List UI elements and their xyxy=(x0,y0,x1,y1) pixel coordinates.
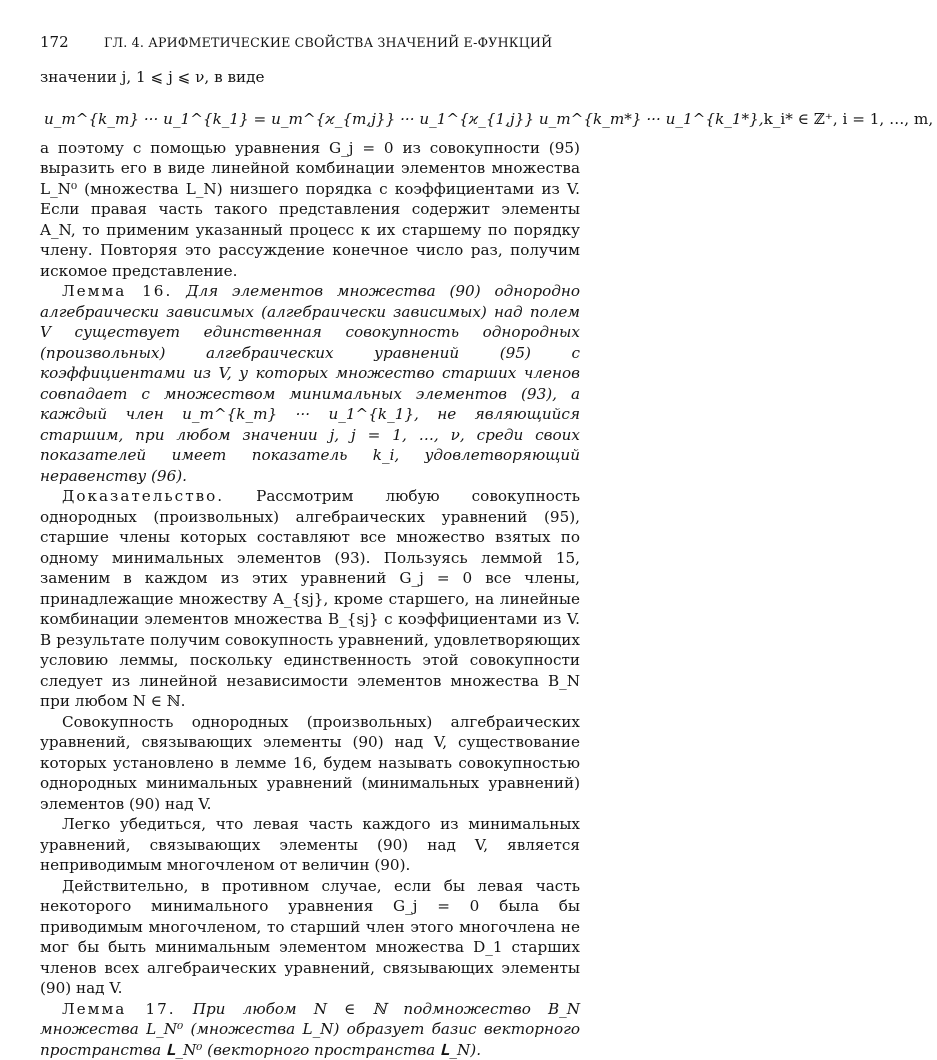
lemma-17-label: Лемма 17. xyxy=(62,1000,176,1018)
proof-label: Доказательство. xyxy=(62,487,224,505)
page-header xyxy=(40,33,580,53)
display-equation xyxy=(44,98,580,128)
equation-rhs: k_i* ∈ ℤ⁺, i = 1, …, m, xyxy=(764,110,937,128)
page-number: 172 xyxy=(40,33,104,51)
paragraph-irreducible: Легко убедиться, что левая часть каждого из минимальных уравнений, связывающих элементы (90) над V, является неприводимым многочленом от величин (90). xyxy=(40,814,580,876)
lemma-16-text: Для элементов множества (90) однородно алгебраически зависимых (алгебраически зависимых) над полем V существует единственная совокупность однородных (произвольных) алгебраических уравнений (95) с коэффициентами из V, у которых множество старших членов совпадает с множеством минимальных элементов (93), а каждый член u_m^{k_m} ··· u_1^{k_1}, не являющийся старшим, при любом значении j, j = 1, …, ν, среди своих показателей имеет показатель k_i, удовлетворяющий неравенству (96). xyxy=(40,282,580,485)
lemma-17 xyxy=(40,999,580,1060)
lemma-16 xyxy=(40,281,580,486)
paragraph-definition: Совокупность однородных (произвольных) алгебраических уравнений, связывающих элементы (90) над V, существование которых установлено в лемме 16, будем называть совокупностью однородных минимальных уравнений (минимальных уравнений) элементов (90) над V. xyxy=(40,712,580,815)
paragraph-argument: Действительно, в противном случае, если бы левая часть некоторого минимального уравнения G_j = 0 была бы приводимым многочленом, то старший член этого многочлена не мог бы быть минимальным элементом множества D_1 старших членов всех алгебраических уравнений, связывающих элементы (90) над V. xyxy=(40,876,580,999)
equation-lhs: u_m^{k_m} ··· u_1^{k_1} = u_m^{ϰ_{m,j}} ··· u_1^{ϰ_{1,j}} u_m^{k_m*} ··· u_1^{k_1*}, xyxy=(44,110,764,128)
intro-line: значении j, 1 ⩽ j ⩽ ν, в виде xyxy=(40,67,580,88)
proof-text: Рассмотрим любую совокупность однородных (произвольных) алгебраических уравнений (95), старшие члены которых составляют все множество взятых по одному минимальных элементов (93). Пользуясь леммой 15, заменим в каждом из этих уравнений G_j = 0 все члены, принадлежащие множеству A_{sj}, кроме старшего, на линейные комбинации элементов множества B_{sj} с коэффициентами из V. В результате получим совокупность уравнений, удовлетворяющих условию леммы, поскольку единственность этой совокупности следует из линейной независимости элементов множества B_N при любом N ∈ ℕ. xyxy=(40,487,580,710)
lemma-17-text: При любом N ∈ ℕ подмножество B_N множества L_N⁰ (множества L_N) образует базис векторного пространства 𝐋_N⁰ (векторного пространства 𝐋_N). xyxy=(40,1000,580,1059)
lemma-16-label: Лемма 16. xyxy=(62,282,172,300)
book-page xyxy=(40,33,580,1060)
proof xyxy=(40,486,580,712)
running-title: ГЛ. 4. АРИФМЕТИЧЕСКИЕ СВОЙСТВА ЗНАЧЕНИЙ E-ФУНКЦИЙ xyxy=(104,35,552,50)
paragraph-continuation: а поэтому с помощью уравнения G_j = 0 из совокупности (95) выразить его в виде линейной комбинации элементов множества L_N⁰ (множества L_N) низшего порядка с коэффициентами из V. Если правая часть такого представления содержит элементы A_N, то применим указанный процесс к их старшему по порядку члену. Повторяя это рассуждение конечное число раз, получим искомое представление. xyxy=(40,138,580,282)
